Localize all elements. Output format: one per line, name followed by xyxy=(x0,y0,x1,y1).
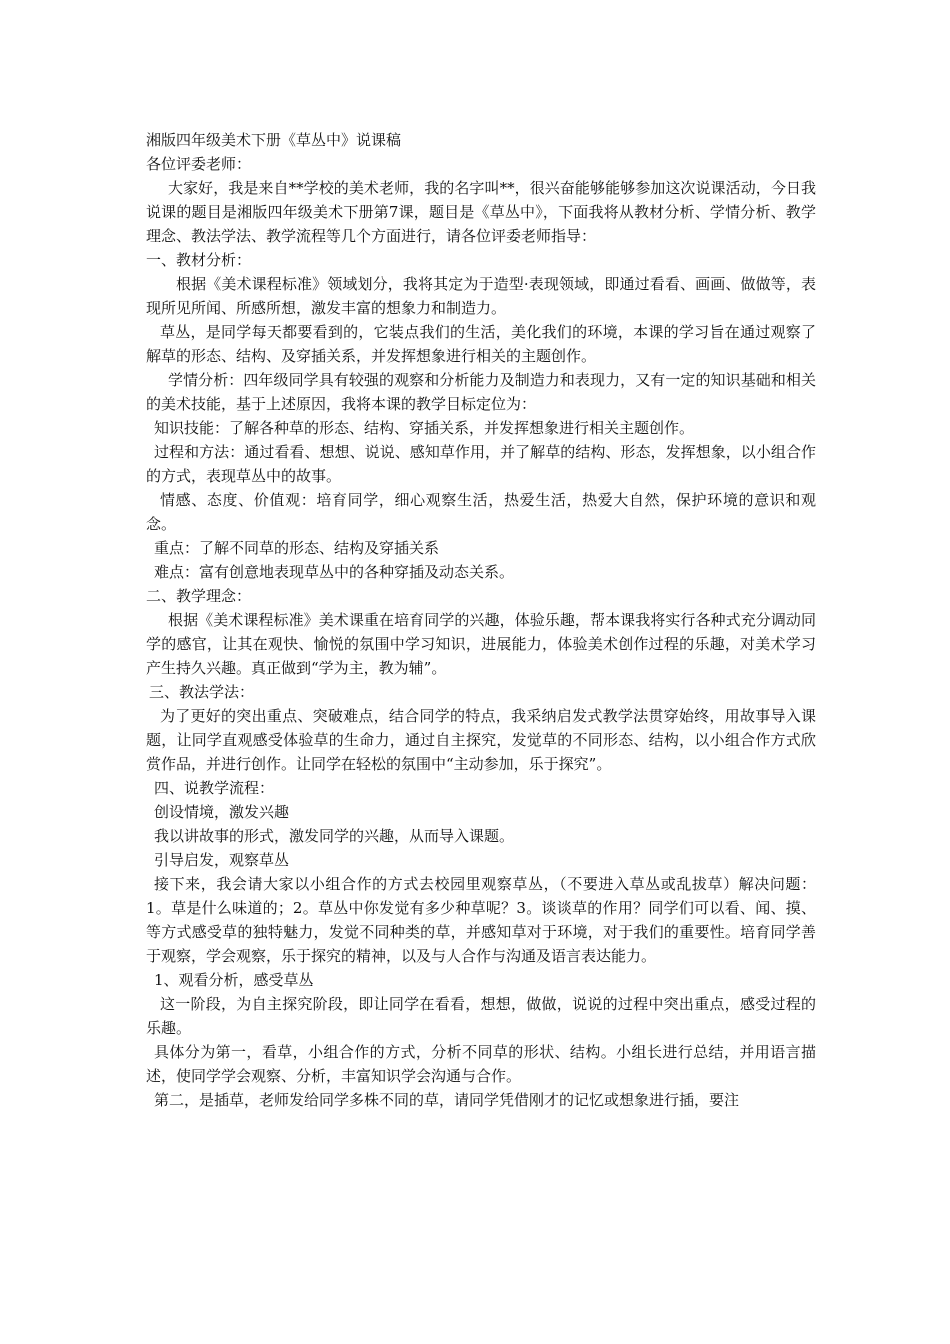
section-heading-textbook-analysis: 一、教材分析： xyxy=(146,251,252,269)
paragraph: 过程和方法：通过看看、想想、说说、感知草作用，并了解草的结构、形态，发挥想象，以小组合作的方式，表现草丛中的故事。 xyxy=(146,443,816,485)
section-heading-teaching-methods: 三、教法学法： xyxy=(149,683,255,701)
document-title: 湘版四年级美术下册《草丛中》说课稿 xyxy=(146,131,402,149)
paragraph: 知识技能：了解各种草的形态、结构、穿插关系，并发挥想象进行相关主题创作。 xyxy=(154,419,695,437)
paragraph: 第二，是插草，老师发给同学多株不同的草，请同学凭借刚才的记忆或想象进行插，要注 xyxy=(154,1091,740,1109)
section-heading-teaching-process: 四、说教学流程： xyxy=(154,779,275,797)
greeting: 各位评委老师： xyxy=(146,155,252,173)
paragraph: 学情分析：四年级同学具有较强的观察和分析能力及制造力和表现力，又有一定的知识基础和相关的美术技能，基于上述原因，我将本课的教学目标定位为： xyxy=(146,371,816,413)
paragraph: 为了更好的突出重点、突破难点，结合同学的特点，我采纳启发式教学法贯穿始终，用故事导入课题，让同学直观感受体验草的生命力，通过自主探究，发觉草的不同形态、结构，以小组合作方式欣赏作品，并进行创作。让同学在轻松的氛围中“主动参加，乐于探究”。 xyxy=(146,707,816,773)
document-page xyxy=(146,128,816,1112)
paragraph: 1、观看分析，感受草丛 xyxy=(154,971,314,989)
paragraph: 根据《美术课程标准》领域划分，我将其定为于造型·表现领域，即通过看看、画画、做做等，表现所见所闻、所感所想，激发丰富的想象力和制造力。 xyxy=(146,275,816,317)
intro-paragraph: 大家好，我是来自**学校的美术老师，我的名字叫**，很兴奋能够能够参加这次说课活动，今日我说课的题目是湘版四年级美术下册第7课，题目是《草丛中》，下面我将从教材分析、学情分析、教学理念、教法学法、教学流程等几个方面进行，请各位评委老师指导： xyxy=(146,179,816,245)
paragraph: 引导启发，观察草丛 xyxy=(154,851,290,869)
paragraph: 我以讲故事的形式，激发同学的兴趣，从而导入课题。 xyxy=(154,827,515,845)
paragraph: 草丛，是同学每天都要看到的，它装点我们的生活，美化我们的环境，本课的学习旨在通过观察了解草的形态、结构、及穿插关系，并发挥想象进行相关的主题创作。 xyxy=(146,323,816,365)
paragraph: 创设情境，激发兴趣 xyxy=(154,803,290,821)
paragraph: 重点：了解不同草的形态、结构及穿插关系 xyxy=(154,539,440,557)
paragraph: 接下来，我会请大家以小组合作的方式去校园里观察草丛，（不要进入草丛或乱拔草）解决问题：1。草是什么味道的；2。草丛中你发觉有多少种草呢？3。谈谈草的作用？同学们可以看、闻、摸、等方式感受草的独特魅力，发觉不同种类的草，并感知草对于环境，对于我们的重要性。培育同学善于观察，学会观察，乐于探究的精神，以及与人合作与沟通及语言表达能力。 xyxy=(146,875,816,965)
paragraph: 根据《美术课程标准》美术课重在培育同学的兴趣，体验乐趣，帮本课我将实行各种式充分调动同学的感官，让其在观快、愉悦的氛围中学习知识，进展能力，体验美术创作过程的乐趣，对美术学习产生持久兴趣。真正做到“学为主，教为辅”。 xyxy=(146,611,816,677)
paragraph: 这一阶段，为自主探究阶段，即让同学在看看，想想，做做，说说的过程中突出重点，感受过程的乐趣。 xyxy=(146,995,816,1037)
section-heading-teaching-philosophy: 二、教学理念： xyxy=(146,587,252,605)
paragraph: 具体分为第一，看草，小组合作的方式，分析不同草的形状、结构。小组长进行总结，并用语言描述，使同学学会观察、分析，丰富知识学会沟通与合作。 xyxy=(146,1043,816,1085)
paragraph: 情感、态度、价值观：培育同学，细心观察生活，热爱生活，热爱大自然，保护环境的意识和观念。 xyxy=(146,491,816,533)
paragraph: 难点：富有创意地表现草丛中的各种穿插及动态关系。 xyxy=(154,563,515,581)
